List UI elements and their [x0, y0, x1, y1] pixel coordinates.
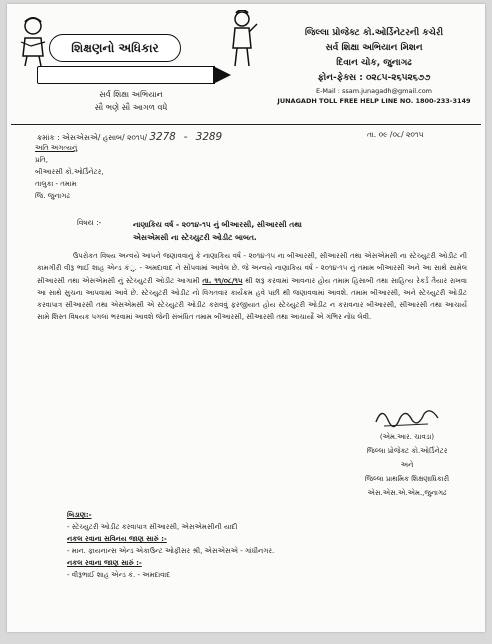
office-email: E-Mail : ssam.junagadh@gmail.com: [315, 87, 433, 95]
letter-body: [37, 250, 467, 324]
office-header: [269, 26, 479, 106]
signature-block: [337, 404, 477, 500]
subject-line-1: નાણાકિય વર્ષ - ૨૦૧૪-૧૫ નું બીઆરસી, સીઆરસી તથા: [133, 220, 302, 229]
header-divider: [11, 124, 481, 125]
child-writing-icon: [225, 10, 259, 70]
office-address: દિવાન ચોક, જુનાગઢ: [336, 58, 412, 68]
address-district: જિ. જુનાગઢ: [35, 192, 70, 200]
logo: [15, 10, 257, 120]
subject-line-2: એસએમસી ના સ્ટેચ્યુટરી ઓડીટ બાબત.: [133, 233, 257, 242]
pencil-graphic: [37, 66, 215, 84]
copy-label-2: નકલ રવાના જાણ સારું :-: [67, 559, 142, 567]
body-paragraph-2: થી શરૂ કરવામાં આવનાર હોય તમામ હિસાબી તથા સાહિત્ય રેકર્ડ તૈયાર રાખવા આ સાથે સુચના આપવામાં આવે છે. સ્ટેચ્યુટરી ઓડીટ નો વિગતવાર કાર્યક્રમ હવે પછી થી જણાવવામાં આવશે. તમામ બીઆરસી, અને સ્ટેચ્યુટરી ઓડીટ કરવાપાત્ર સીઆરસી તથા એસએમસી એ સ્ટેચ્યુટરી ઓડીટ કરાવવું ફરજીયાત હોય સ્ટેચ્યુટરી ઓડીટ ન કરાવનાર બીઆરસી, સીઆરસી તથા આચાર્ય સામે શિસ્ત વિષયક પગલાં ભરવામાં આવશે જેની સંબંધિત તમામ બીઆરસી, સીઆરસી તથા આચાર્યો એ ગંભિર નોંધ લેવી.: [37, 276, 467, 322]
address-to: પ્રતિ,: [35, 156, 48, 164]
letter-page: [7, 4, 485, 632]
enclosures-block: [67, 509, 274, 581]
office-phone: ફોન-ફેક્સ : ૦૨૮૫-૨૬૫૨૬૭૭: [317, 73, 431, 83]
enclosure-label: બિડાણ:-: [67, 511, 92, 519]
copy-label-1: નકલ રવાના સવિનય જાણ સારું :-: [67, 535, 167, 543]
address-block: [35, 142, 103, 202]
office-name: જિલ્લા પ્રોજેક્ટ કો.ઓર્ડિનેટરની કચેરી: [304, 28, 444, 38]
signatory-name: (એમ.આર. ચાવડા): [379, 433, 435, 441]
signatory-and: અને: [400, 461, 414, 469]
logo-line-2: સૌ ભણે સૌ આગળ વધે: [94, 103, 168, 112]
address-recipient: બીઆરસી કો.ઓર્ડિનેટર,: [35, 168, 104, 176]
logo-line-1: સર્વ શિક્ષા અભિયાન: [99, 90, 163, 99]
copy-item-2: - વીરૂભાઈ શાહ એન્ડ કં. - અમદાવાદ: [67, 571, 171, 579]
body-paragraph-1: ઉપરોકત વિષય અન્વયે આપને જણાવવાનું કે નાણાકિય વર્ષ - ૨૦૧૪-૧૫ ના બીઆરસી, સીઆરસી તથા એસએમસી ના સ્ટેચ્યુટરી ઓડીટ ની કામગીરી વીરૂ ભાઈ શાહ એન્ડ કંુ. - અમદાવાદ ને સોંપવામાં આવેલ છે. જે અન્વયે નાણાકિય વર્ષ - ૨૦૧૪-૧૫ નું તમામ બીઆરસી અને આ સાથે સામેલ સીઆરસી તથા એસએમસી નું સ્ટેચ્યુટરી ઓડીટ આગામી: [37, 252, 467, 285]
copy-item-1: - માન. ફાયનાન્સ એન્ડ એકાઉન્ટ ઓફીસર શ્રી, એસએસએ - ગાંધીનગર.: [67, 547, 275, 555]
reference-handwritten: 3278 - 3289: [149, 130, 223, 143]
signatory-role-3: એસ.એસ.એ.એમ.,જુનાગઢ: [367, 489, 447, 497]
signatory-role-1: જિલ્લા પ્રોજેક્ટ કો.ઓર્ડિનેટર: [366, 447, 448, 455]
child-reading-icon: [17, 16, 49, 68]
body-audit-date: તા. ૧૧/૦૮/૧૫: [202, 276, 243, 285]
logo-subtitle: [61, 88, 201, 114]
logo-title: શિક્ષણનો અધિકાર: [49, 34, 181, 62]
subject-text: [133, 218, 463, 244]
office-helpline: JUNAGADH TOLL FREE HELP LINE NO. 1800-233-3149: [277, 97, 471, 105]
office-mission: સર્વ શિક્ષા અભિયાન મિશન: [325, 43, 423, 53]
letter-date: તા. ૦૯ /૦૮/ ૨૦૧૫: [367, 130, 424, 139]
enclosure-item: - સ્ટેચ્યુટરી ઓડીટ કરવાપાત્ર સીઆરસી, એસએમસીની યાદી: [67, 523, 238, 531]
signature-scribble: [372, 404, 442, 430]
important-label: અતિ અગત્યનું: [35, 144, 78, 152]
signatory-role-2: જિલ્લા પ્રાથમિક શિક્ષણાધિકારી: [364, 475, 450, 483]
reference-prefix: ક્રમાંક : એસએસએ/ હસાબ/ ૨૦૧૫/: [37, 133, 148, 142]
address-taluka: તાલુકા - તમામ: [35, 180, 77, 188]
pencil-tip-icon: [213, 66, 231, 84]
subject-label: વિષય :-: [77, 218, 102, 227]
